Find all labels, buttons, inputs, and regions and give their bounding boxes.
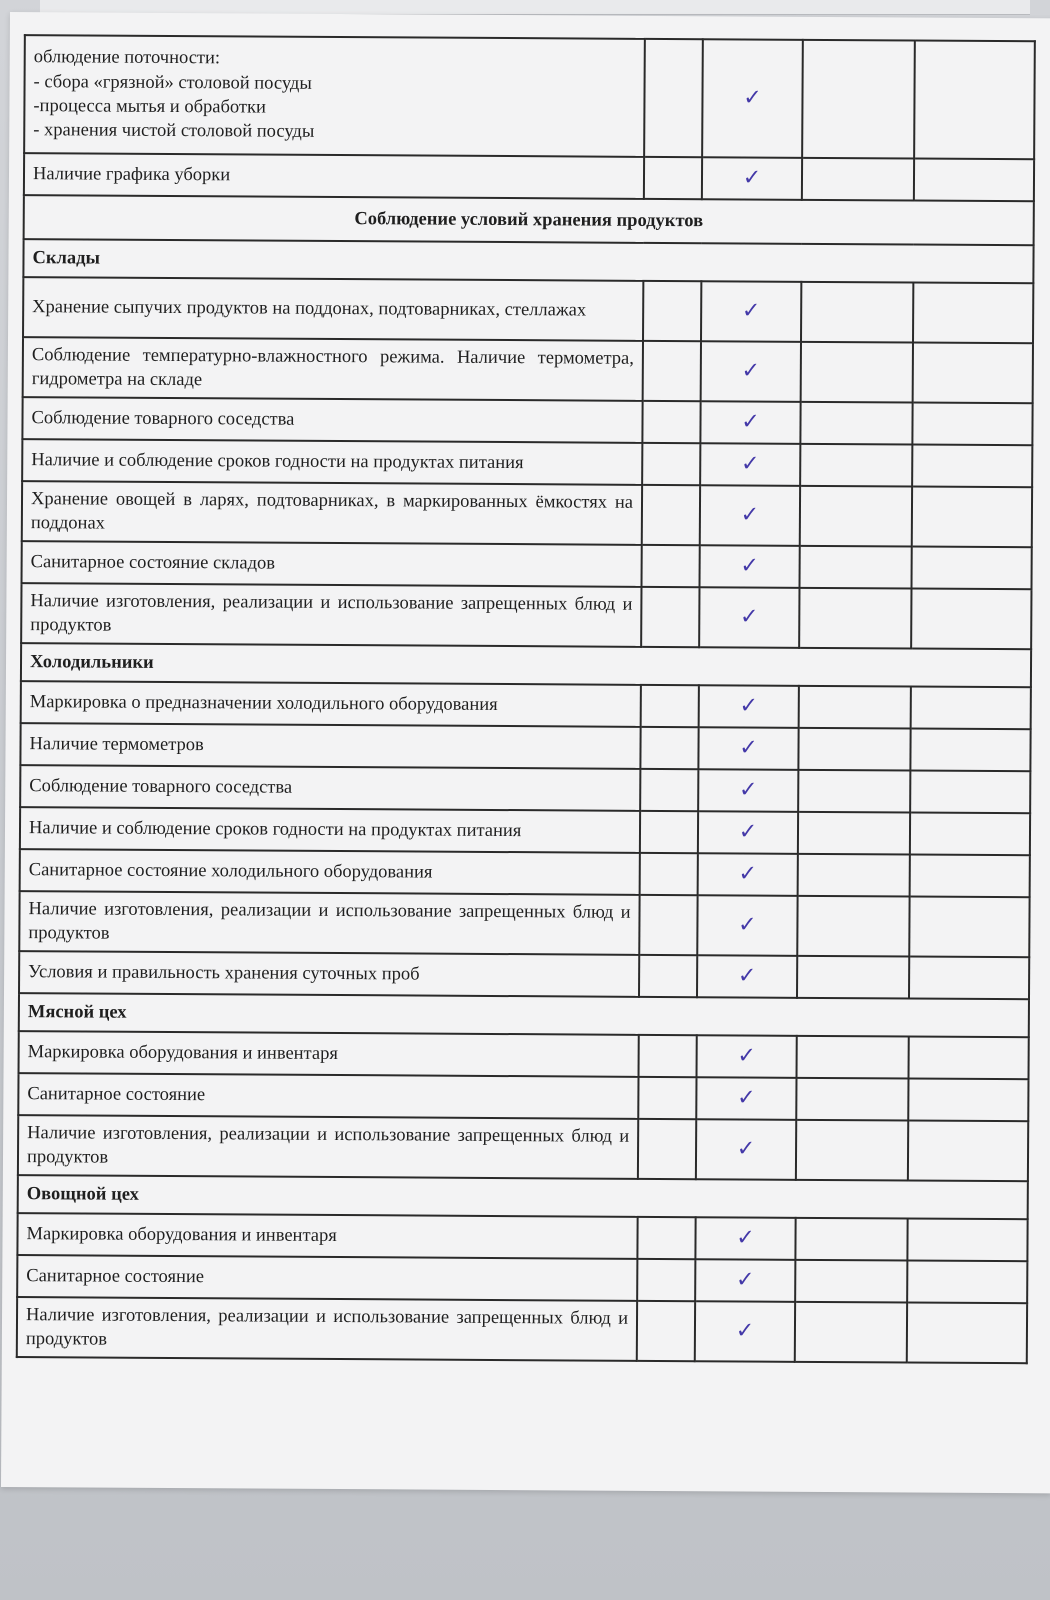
check-mark: ✓ — [697, 1035, 797, 1078]
empty-cell — [798, 728, 910, 771]
empty-cell — [795, 1260, 907, 1303]
criterion-text: Маркировка о предназначении холодильного оборудования — [21, 681, 641, 727]
criterion-text: Соблюдение температурно-влажностного режима. Наличие термометра, гидрометра на складе — [23, 337, 643, 401]
empty-cell — [644, 39, 703, 157]
empty-cell — [798, 812, 910, 855]
criterion-text: Условия и правильность хранения суточных проб — [19, 951, 639, 997]
criterion-text: Наличие и соблюдение сроков годности на продуктах питания — [22, 439, 642, 485]
empty-cell — [642, 401, 700, 443]
check-mark: ✓ — [702, 157, 802, 200]
subsection-title: Склады — [23, 239, 1033, 283]
table-row — [24, 153, 1034, 201]
check-mark: ✓ — [695, 1217, 795, 1260]
empty-cell — [909, 957, 1029, 1000]
empty-cell — [912, 445, 1032, 488]
check-mark: ✓ — [699, 545, 799, 588]
check-mark: ✓ — [700, 485, 800, 546]
empty-cell — [910, 813, 1030, 856]
empty-cell — [911, 589, 1031, 650]
empty-cell — [641, 685, 699, 727]
table-row — [22, 481, 1032, 547]
check-mark: ✓ — [698, 853, 798, 896]
empty-cell — [909, 1037, 1029, 1080]
table-row — [18, 1115, 1028, 1181]
empty-cell — [639, 955, 697, 997]
inspection-checklist-table — [16, 34, 1036, 1364]
empty-cell — [798, 854, 910, 897]
criterion-text: Санитарное состояние складов — [22, 541, 642, 587]
subsection-title-row — [19, 993, 1029, 1037]
check-mark: ✓ — [701, 281, 801, 342]
table-row — [17, 1255, 1027, 1303]
empty-cell — [640, 769, 698, 811]
empty-cell — [907, 1219, 1027, 1262]
criterion-text: облюдение поточности: - сбора «грязной» столовой посуды -процесса мытья и обработки - хранения чистой столовой посуды — [24, 35, 645, 157]
table-row — [17, 1213, 1027, 1261]
table-row — [24, 35, 1035, 159]
subsection-title: Мясной цех — [19, 993, 1029, 1037]
empty-cell — [799, 546, 911, 589]
table-row — [19, 1031, 1029, 1079]
empty-cell — [644, 157, 702, 199]
empty-cell — [640, 853, 698, 895]
check-mark: ✓ — [697, 895, 797, 956]
empty-cell — [641, 587, 699, 647]
empty-cell — [797, 956, 909, 999]
empty-cell — [797, 896, 909, 957]
subsection-title-row — [21, 643, 1031, 687]
empty-cell — [911, 547, 1031, 590]
check-mark: ✓ — [698, 811, 798, 854]
criterion-text: Наличие и соблюдение сроков годности на продуктах питания — [20, 807, 640, 853]
empty-cell — [800, 402, 912, 445]
check-mark: ✓ — [699, 685, 799, 728]
empty-cell — [643, 281, 701, 341]
empty-cell — [911, 687, 1031, 730]
check-mark: ✓ — [695, 1259, 795, 1302]
empty-cell — [910, 729, 1030, 772]
empty-cell — [639, 895, 697, 955]
empty-cell — [802, 158, 914, 201]
empty-cell — [639, 1035, 697, 1077]
empty-cell — [795, 1302, 907, 1363]
table-row — [23, 337, 1033, 403]
criterion-text: Соблюдение товарного соседства — [22, 397, 642, 443]
document-page — [1, 12, 1050, 1493]
criterion-text: Наличие изготовления, реализации и использование запрещенных блюд и продуктов — [18, 1115, 638, 1179]
empty-cell — [910, 855, 1030, 898]
table-row — [20, 849, 1030, 897]
empty-cell — [796, 1120, 908, 1181]
criterion-text: Санитарное состояние — [18, 1073, 638, 1119]
empty-cell — [910, 771, 1030, 814]
table-row — [21, 681, 1031, 729]
empty-cell — [912, 487, 1032, 548]
subsection-title-row — [23, 239, 1033, 283]
empty-cell — [908, 1079, 1028, 1122]
criterion-text: Наличие изготовления, реализации и использование запрещенных блюд и продуктов — [17, 1297, 637, 1361]
table-row — [20, 807, 1030, 855]
table-row — [20, 723, 1030, 771]
check-mark: ✓ — [698, 769, 798, 812]
check-mark: ✓ — [696, 1077, 796, 1120]
check-mark: ✓ — [696, 1119, 796, 1180]
empty-cell — [642, 545, 700, 587]
empty-cell — [912, 403, 1032, 446]
table-row — [17, 1297, 1027, 1363]
empty-cell — [799, 588, 911, 649]
criterion-text: Санитарное состояние — [17, 1255, 637, 1301]
subsection-title: Овощной цех — [18, 1175, 1028, 1219]
empty-cell — [642, 485, 700, 545]
empty-cell — [907, 1303, 1027, 1364]
section-title-row — [24, 195, 1034, 245]
empty-cell — [642, 443, 700, 485]
subsection-title-row — [18, 1175, 1028, 1219]
checklist-body — [17, 35, 1035, 1363]
check-mark: ✓ — [695, 1301, 795, 1362]
empty-cell — [637, 1259, 695, 1301]
criterion-text: Санитарное состояние холодильного оборудования — [20, 849, 640, 895]
empty-cell — [909, 897, 1029, 958]
empty-cell — [796, 1078, 908, 1121]
empty-cell — [638, 1077, 696, 1119]
empty-cell — [914, 159, 1034, 202]
table-row — [19, 891, 1029, 957]
criterion-text: Соблюдение товарного соседства — [20, 765, 640, 811]
criterion-text: Наличие изготовления, реализации и использование запрещенных блюд и продуктов — [21, 583, 641, 647]
empty-cell — [797, 1036, 909, 1079]
criterion-text: Наличие термометров — [20, 723, 640, 769]
table-row — [20, 765, 1030, 813]
table-row — [22, 439, 1032, 487]
criterion-text: Наличие изготовления, реализации и использование запрещенных блюд и продуктов — [19, 891, 639, 955]
empty-cell — [795, 1218, 907, 1261]
criterion-text: Хранение овощей в ларях, подтоварниках, в маркированных ёмкостях на поддонах — [22, 481, 642, 545]
subsection-title: Холодильники — [21, 643, 1031, 687]
empty-cell — [637, 1301, 695, 1361]
empty-cell — [643, 341, 701, 401]
empty-cell — [798, 770, 910, 813]
check-mark: ✓ — [697, 955, 797, 998]
empty-cell — [801, 282, 913, 343]
empty-cell — [640, 811, 698, 853]
empty-cell — [913, 283, 1033, 344]
table-row — [18, 1073, 1028, 1121]
check-mark: ✓ — [699, 587, 799, 648]
check-mark: ✓ — [700, 443, 800, 486]
empty-cell — [908, 1121, 1028, 1182]
empty-cell — [913, 343, 1033, 404]
criterion-text: Наличие графика уборки — [24, 153, 644, 199]
empty-cell — [637, 1217, 695, 1259]
criterion-text: Хранение сыпучих продуктов на поддонах, подтоварниках, стеллажах — [23, 277, 643, 341]
table-row — [19, 951, 1029, 999]
empty-cell — [640, 727, 698, 769]
empty-cell — [638, 1119, 696, 1179]
empty-cell — [914, 41, 1035, 160]
check-mark: ✓ — [698, 727, 798, 770]
empty-cell — [801, 342, 913, 403]
empty-cell — [800, 444, 912, 487]
table-row — [21, 583, 1031, 649]
table-row — [23, 277, 1033, 343]
table-row — [22, 397, 1032, 445]
empty-cell — [800, 486, 912, 547]
criterion-text: Маркировка оборудования и инвентаря — [17, 1213, 637, 1259]
empty-cell — [802, 40, 915, 159]
check-mark: ✓ — [700, 401, 800, 444]
check-mark: ✓ — [702, 39, 803, 158]
table-row — [22, 541, 1032, 589]
empty-cell — [799, 686, 911, 729]
empty-cell — [907, 1261, 1027, 1304]
check-mark: ✓ — [701, 341, 801, 402]
criterion-text: Маркировка оборудования и инвентаря — [19, 1031, 639, 1077]
section-title: Соблюдение условий хранения продуктов — [24, 195, 1034, 245]
